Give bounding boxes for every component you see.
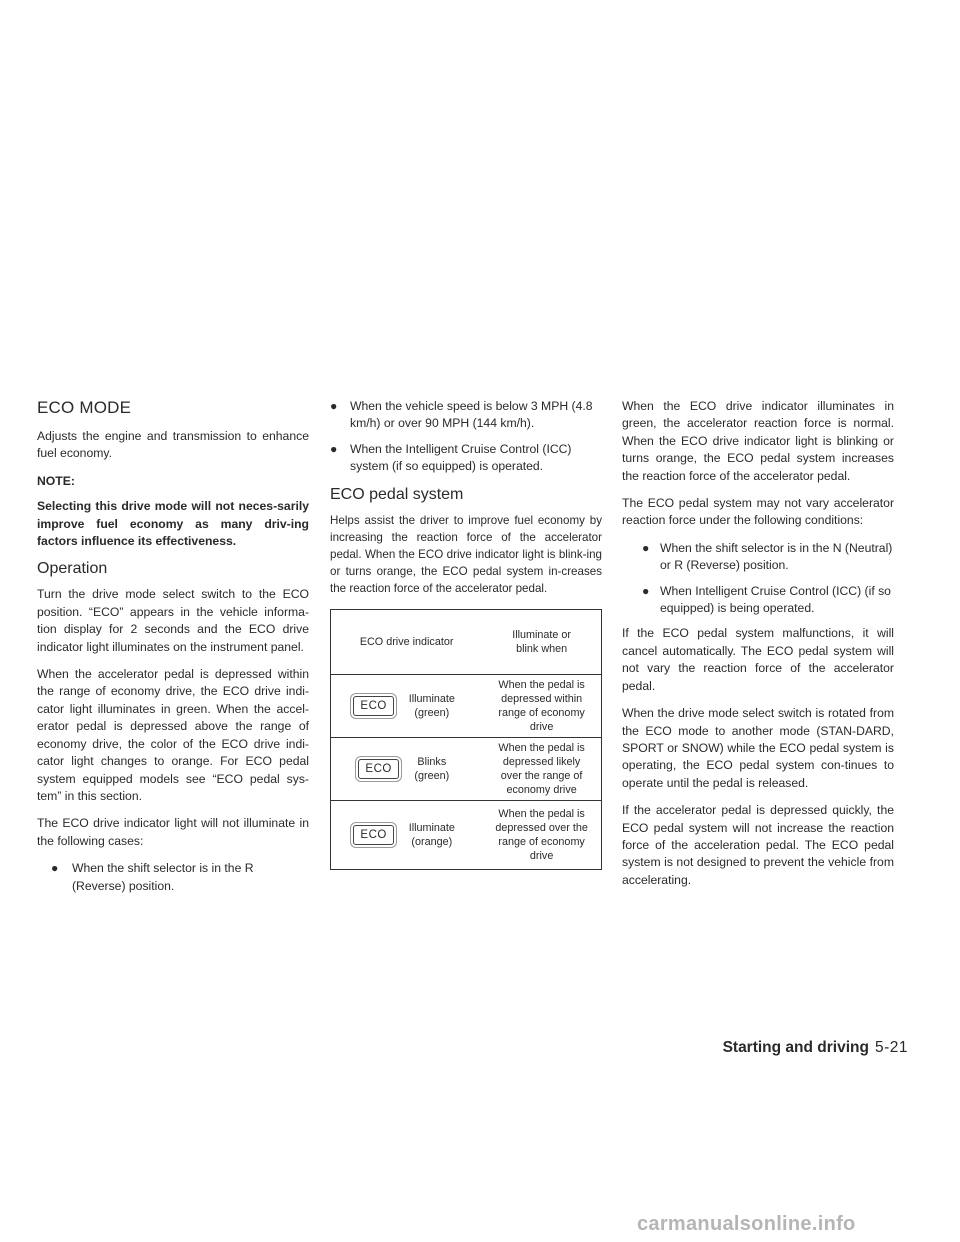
list-item: ● When the vehicle speed is below 3 MPH (4.8 km/h) or over 90 MPH (144 km/h). <box>330 399 593 431</box>
indicator-condition: When the pedal is depressed within range of economy drive <box>498 678 585 733</box>
eco-pedal-paragraph: Helps assist the driver to improve fuel economy by increasing the reaction force of the accelerator pedal. When the ECO drive indicator light is blink-ing or turns orange, the ECO pedal system in-creases the reaction force of the accelerator pedal. <box>330 513 602 595</box>
table-row <box>331 674 602 737</box>
page-number: 5-21 <box>874 1039 908 1056</box>
indicator-state: Blinks (green) <box>414 755 450 782</box>
column-middle <box>330 398 602 870</box>
section-title: ECO MODE <box>37 398 132 417</box>
note-label: NOTE: <box>37 473 75 488</box>
bullet-icon: ● <box>642 583 650 598</box>
indicator-state: Illuminate (orange) <box>408 821 455 848</box>
eco-indicator-icon: ECO <box>358 759 398 779</box>
column-left <box>37 398 309 903</box>
indicator-condition: When the pedal is depressed over the range of economy drive <box>495 807 588 862</box>
operation-paragraph-2: When the accelerator pedal is depressed within the range of economy drive, the ECO drive indi-cator light illuminates in green. When the accel-erator pedal is depressed above the range of economy drive, the color of the ECO drive indi-cator light changes to orange. For ECO pedal system equipped models see “ECO pedal sys-tem” in this section. <box>37 667 309 803</box>
paragraph-4: When the drive mode select switch is rotated from the ECO mode to another mode (STAN-DARD, SPORT or SNOW) while the ECO pedal system is operating, the ECO pedal system con-tinues to operate until the pedal is released. <box>622 706 894 790</box>
eco-indicator-icon: ECO <box>353 825 393 845</box>
operation-heading: Operation <box>37 560 108 578</box>
indicator-state: Illuminate (green) <box>408 692 455 719</box>
header-indicator: ECO drive indicator <box>331 609 483 674</box>
intro-paragraph: Adjusts the engine and transmission to enhance fuel economy. <box>37 429 309 461</box>
list-item: ● When the shift selector is in the N (Neutral) or R (Reverse) position. <box>642 540 893 573</box>
list-item: ● When Intelligent Cruise Control (ICC) (if so equipped) is being operated. <box>642 583 891 616</box>
page-footer <box>723 1039 908 1057</box>
eco-pedal-heading: ECO pedal system <box>330 485 464 503</box>
table-header-row <box>331 609 602 674</box>
bullet-list <box>37 860 309 895</box>
note-body: Selecting this drive mode will not neces-sarily improve fuel economy as many driv-ing factors influence its effectiveness. <box>37 499 309 549</box>
footer-section: Starting and driving <box>722 1039 869 1056</box>
eco-indicator-icon: ECO <box>353 696 393 716</box>
header-when: Illuminate or blink when <box>482 609 601 674</box>
bullet-icon: ● <box>642 540 650 555</box>
paragraph-1: When the ECO drive indicator illuminates in green, the accelerator reaction force is normal. When the ECO drive indicator light is blinking or turns orange, the ECO pedal system increases the reaction force of the accelerator pedal. <box>622 399 894 483</box>
bullet-icon: ● <box>51 861 59 876</box>
bullet-list <box>330 398 602 476</box>
watermark: carmanualsonline.info <box>637 1213 856 1235</box>
paragraph-2: The ECO pedal system may not vary accelerator reaction force under the following conditions: <box>622 496 894 528</box>
paragraph-3: If the ECO pedal system malfunctions, it will cancel automatically. The ECO pedal system will not vary the reaction force of the accelerator pedal. <box>622 626 894 693</box>
table-row <box>331 800 602 869</box>
list-item: ● When the shift selector is in the R (Reverse) position. <box>51 861 254 893</box>
bullet-icon: ● <box>330 399 338 413</box>
bullet-icon: ● <box>330 441 338 456</box>
operation-paragraph-1: Turn the drive mode select switch to the ECO position. “ECO” appears in the vehicle informa-tion display for 2 seconds and the ECO drive indicator light illuminates on the instrument panel. <box>37 587 309 654</box>
column-right <box>622 398 894 899</box>
operation-paragraph-3: The ECO drive indicator light will not illuminate in the following cases: <box>37 816 309 848</box>
indicator-condition: When the pedal is depressed likely over the range of economy drive <box>498 741 585 796</box>
table-row <box>331 737 602 800</box>
paragraph-5: If the accelerator pedal is depressed quickly, the ECO pedal system will not increase the reaction force of the acceleration pedal. The ECO pedal system is not designed to prevent the vehicle from accelerating. <box>622 803 894 887</box>
list-item: ● When the Intelligent Cruise Control (ICC) system (if so equipped) is operated. <box>330 441 572 474</box>
bullet-list <box>622 540 894 618</box>
eco-indicator-table <box>330 609 602 870</box>
